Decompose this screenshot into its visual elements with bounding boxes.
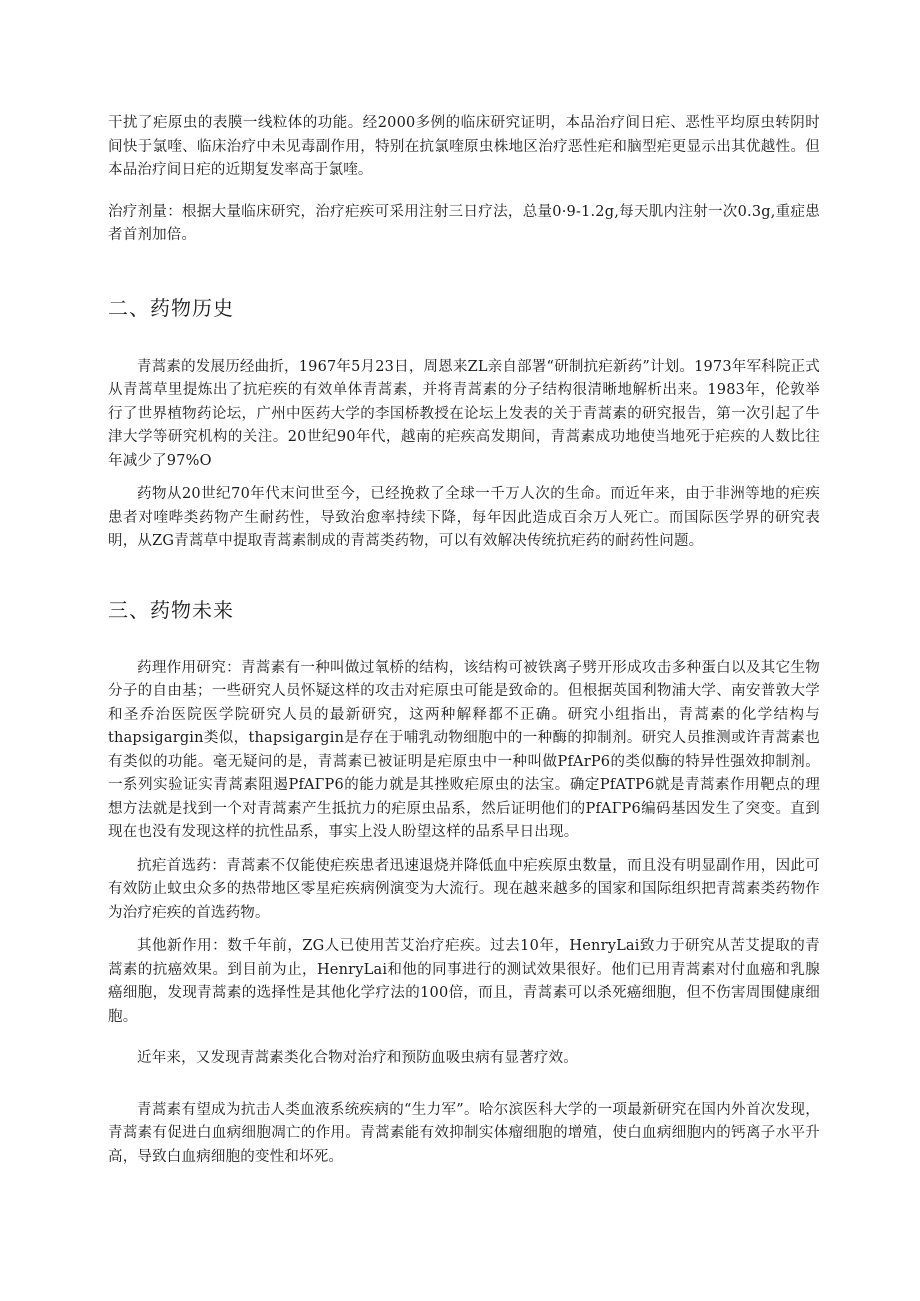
paragraph-pharmacology-research: 药理作用研究：青蒿素有一种叫做过氧桥的结构，该结构可被铁离子劈开形成攻击多种蛋白以及其它生物分子的自由基；一些研究人员怀疑这样的攻击对疟原虫可能是致命的。但根据英国利物浦大学、南安普敦大学和圣乔治医院医学院研究人员的最新研究，这两种解释都不正确。研究小组指出，青蒿素的化学结构与thapsigargin类似，thapsigargin是存在于哺乳动物细胞中的一种酶的抑制剂。研究人员推测或许青蒿素也有类似的功能。毫无疑问的是，青蒿素已被证明是疟原虫中一种叫做PfArP6的类似酶的特异性强效抑制剂。一系列实验证实青蒿素阻遏PfAГP6的能力就是其挫败疟原虫的法宝。确定PfATP6就是青蒿素作用靶点的理想方法就是找到一个对青蒿素产生抵抗力的疟原虫品系，然后证明他们的PfAГP6编码基因发生了突变。直到现在也没有发现这样的抗性品系，事实上没人盼望这样的品系早日出现。 [108, 659, 820, 840]
section-heading-drug-future: 三、药物未来 [108, 597, 234, 622]
document-page [108, 112, 820, 1169]
paragraph-schistosomiasis: 近年来，又发现青蒿素类化合物对治疗和预防血吸虫病有显著疗效。 [137, 1050, 578, 1066]
paragraph-history-development: 青蒿素的发展历经曲折，1967年5月23日，周恩来ZL亲自部署“研制抗疟新药”计划。1973年军科院正式从青蒿草里提炼出了抗疟疾的有效单体青蒿素，并将青蒿素的分子结构很清晰地解析出来。1983年，伦敦举行了世界植物药论坛，广州中医药大学的李国桥教授在论坛上发表的关于青蒿素的研究报告，第一次引起了牛津大学等研究机构的关注。20世纪90年代，越南的疟疾高发期间，青蒿素成功地使当地死于疟疾的人数比往年减少了97%O [108, 358, 820, 469]
paragraph-blood-diseases: 青蒿素有望成为抗击人类血液系统疾病的“生力军”。哈尔滨医科大学的一项最新研究在国内外首次发现，青蒿素有促进白血病细胞凋亡的作用。青蒿素能有效抑制实体瘤细胞的增殖，使白血病细胞内的钙离子水平升高，导致白血病细胞的变性和坏死。 [108, 1101, 820, 1165]
paragraph-other-new-uses: 其他新作用：数千年前，ZG人已使用苦艾治疗疟疾。过去10年，HenryLai致力于研究从苦艾提取的青蒿素的抗癌效果。到目前为止，HenryLai和他的同事进行的测试效果很好。他们已用青蒿素对付血癌和乳腺癌细胞，发现青蒿素的选择性是其他化学疗法的100倍，而且，青蒿素可以杀死癌细胞，但不伤害周围健康细胞。 [108, 938, 820, 1025]
section-heading-drug-history: 二、药物历史 [108, 295, 234, 320]
paragraph-history-impact: 药物从20世纪70年代末问世至今，已经挽救了全球一千万人次的生命。而近年来，由于非洲等地的疟疾患者对喹哔类药物产生耐药性，导致治愈率持续下降，每年因此造成百余万人死亡。而国际医学界的研究表明，从ZG青蒿草中提取青蒿素制成的青蒿类药物，可以有效解决传统抗疟药的耐药性问题。 [108, 486, 820, 549]
paragraph-treatment-dosage: 治疗剂量：根据大量临床研究，治疗疟疾可采用注射三日疗法，总量0·9-1.2g,每天肌内注射一次0.3g,重症患者首剂加倍。 [108, 203, 820, 243]
paragraph-first-choice-antimalarial: 抗疟首选药：青蒿素不仅能使疟疾患者迅速退烧并降低血中疟疾原虫数量，而且没有明显副作用，因此可有效防止蚊虫众多的热带地区零星疟疾病例演变为大流行。现在越来越多的国家和国际组织把青蒿素类药物作为治疗疟疾的首选药物。 [108, 857, 820, 921]
paragraph-artemisinin-mechanism: 干扰了疟原虫的表膜一线粒体的功能。经2000多例的临床研究证明，本品治疗间日疟、恶性平均原虫转阴时间快于氯喹、临床治疗中未见毒副作用，特别在抗氯喹原虫株地区治疗恶性疟和脑型疟更显示出其优越性。但本品治疗间日疟的近期复发率高于氯喹。 [108, 115, 820, 178]
